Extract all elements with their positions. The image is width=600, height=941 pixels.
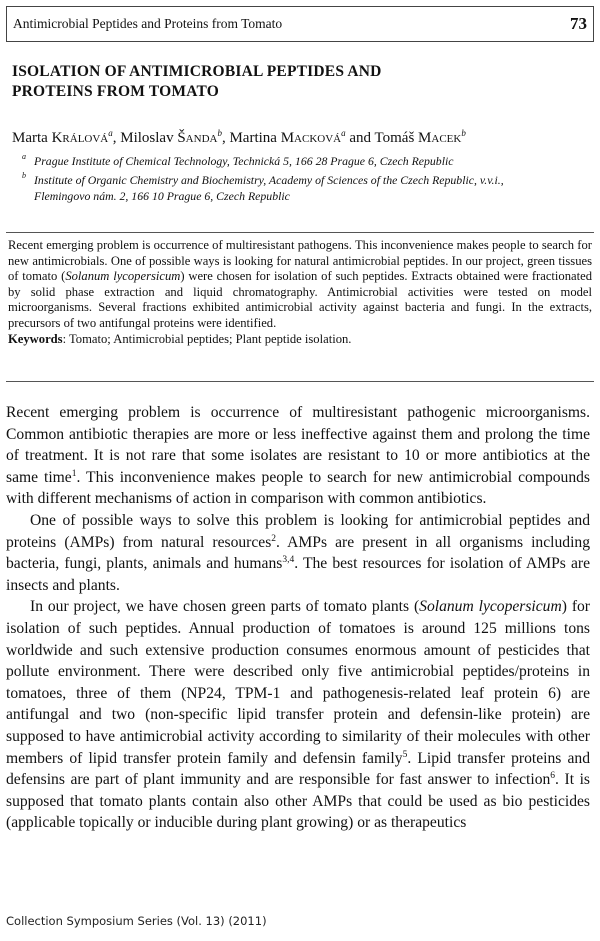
author-4-given: Tomáš: [374, 130, 415, 146]
citation-ref: 2: [271, 533, 277, 544]
author-1-given: Marta: [12, 130, 48, 146]
article-title: [12, 62, 572, 102]
author-3-given: Martina: [229, 130, 277, 146]
paragraph-1: [6, 402, 590, 510]
author-4-family: Macek: [418, 130, 462, 146]
paragraph-2-part-b: . AMPs are present in all organisms including bacteria, fungi, plants, animals and humans: [6, 533, 590, 573]
author-2-given: Miloslav: [120, 130, 174, 146]
affiliation-b-text-line-1: Institute of Organic Chemistry and Biochemistry, Academy of Sciences of the Czech Republic, v.v.i.,: [34, 173, 504, 187]
abstract-part-2: ) were chosen for isolation of such peptides. Extracts obtained were fractionated by solid phase extraction and liquid chromatography. Antimicrobial activities were tested on model microorganisms. Several fractions exhibited antimicrobial activity against bacteria and fungi. In the extracts, precursors of two antifungal proteins were identified.: [8, 269, 592, 330]
keywords: [8, 332, 592, 348]
abstract-text: [8, 238, 592, 332]
paragraph-3-part-a: In our project, we have chosen green parts of tomato plants (: [30, 598, 420, 616]
affiliation-b-mark: b: [22, 171, 26, 180]
citation-ref: 5: [402, 749, 408, 760]
affiliation-a-mark: a: [22, 152, 26, 161]
running-header: [6, 6, 594, 42]
citation-ref: 1: [71, 468, 77, 479]
author-2-family: Šanda: [177, 130, 218, 146]
citation-ref: 3,4: [282, 554, 295, 565]
affiliation-a: [24, 153, 584, 169]
affiliation-b: [24, 172, 584, 204]
page-footer: Collection Symposium Series (Vol. 13) (2011): [6, 914, 267, 928]
author-4-affiliation-mark: b: [461, 128, 466, 138]
author-1-family: Králová: [51, 130, 109, 146]
article-title-line-1: ISOLATION OF ANTIMICROBIAL PEPTIDES AND: [12, 63, 382, 80]
citation-ref: 6: [550, 770, 556, 781]
paragraph-3-part-b: ) for isolation of such peptides. Annual production of tomatoes is around 125 millions tons worldwide and such extensive production consumes enormous amount of pesticides that pollute environment. There were described only five antimicrobial peptides/proteins in tomatoes, three of them (NP24, TPM-1 and pathogenesis-related leaf protein 6) are antifungal and two (non-specific lipid transfer protein and defensin-like protein) are supposed to have antimicrobial activity according to similarity of their molecules with other members of lipid transfer protein family and defensin family: [6, 598, 590, 767]
author-3-family: Macková: [280, 130, 342, 146]
paragraph-1-part-a: Recent emerging problem is occurrence of multiresistant pathogenic microorganisms. Common antibiotic therapies are more or less ineffective against them and prolong the time of treatment. It is not rare that some isolates are resistant to 10 or more antibiotics at the same time: [6, 404, 590, 486]
abstract-species-name: Solanum lycopersicum: [65, 269, 181, 284]
author-separator: ,: [221, 130, 226, 146]
author-list: [12, 128, 592, 148]
author-3-affiliation-mark: a: [341, 128, 346, 138]
article-title-line-2: PROTEINS FROM TOMATO: [12, 83, 219, 100]
affiliation-a-text: Prague Institute of Chemical Technology, Technická 5, 166 28 Prague 6, Czech Republic: [34, 154, 454, 168]
running-header-title: Antimicrobial Peptides and Proteins from Tomato: [13, 16, 283, 31]
keywords-label: Keywords: [8, 331, 63, 346]
author-2-affiliation-mark: b: [217, 128, 222, 138]
author-and: and: [349, 130, 372, 146]
paragraph-1-part-b: . This inconvenience makes people to search for new antimicrobial compounds with different mechanisms of action in comparison with common antibiotics.: [6, 468, 590, 508]
paragraph-2-part-a: One of possible ways to solve this problem is looking for antimicrobial peptides and proteins (AMPs) from natural resources: [6, 511, 590, 551]
paragraph-3: [6, 596, 590, 834]
main-text: [6, 402, 590, 834]
affiliation-b-text-line-2: Flemingovo nám. 2, 166 10 Prague 6, Czech Republic: [34, 189, 290, 203]
paragraph-3-part-d: . It is supposed that tomato plants contain also other AMPs that could be used as bio pesticides (applicable topically or inducible during plant growing) or as therapeutics: [6, 771, 590, 832]
author-1-affiliation-mark: a: [108, 128, 113, 138]
abstract-part-1: Recent emerging problem is occurrence of multiresistant pathogens. This inconvenience makes people to search for new antimicrobials. One of possible ways is looking for natural antimicrobial peptides. In our project, green tissues of tomato (: [8, 238, 592, 284]
abstract: [6, 232, 594, 382]
author-separator: ,: [112, 130, 117, 146]
paragraph-3-part-c: . Lipid transfer proteins and defensins are part of plant immunity and are responsible for fast answer to infection: [6, 749, 591, 789]
keywords-list: : Tomato; Antimicrobial peptides; Plant peptide isolation.: [62, 331, 352, 346]
paragraph-2-part-c: . The best resources for isolation of AMPs are insects and plants.: [6, 555, 590, 594]
paragraph-3-species-name: Solanum lycopersicum: [419, 598, 562, 616]
page-number: 73: [570, 14, 587, 33]
paragraph-2: [6, 510, 590, 596]
